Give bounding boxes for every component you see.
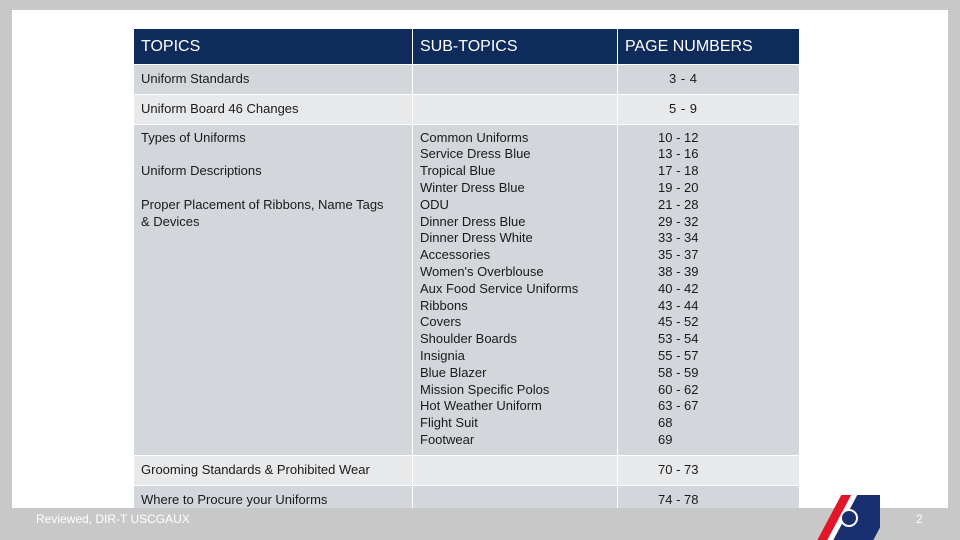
subtopic-item: Dinner Dress Blue [420,213,526,229]
subtopic-item: Common Uniforms [420,129,529,145]
subtopic-item: Accessories [420,247,491,263]
subtopic-cell [413,64,618,94]
subtopic-item: Blue Blazer [420,364,487,380]
topic-cell [134,124,413,455]
table-row [134,64,799,94]
page-range: 45 - 52 [658,314,699,330]
page-range: 10 - 12 [658,129,699,145]
subtopic-item: Ribbons [420,297,468,313]
table-row [134,124,799,455]
slide-page-number: 2 [916,512,923,526]
page-range: 17 - 18 [658,163,699,179]
subtopic-cell [413,124,618,455]
pages-cell: 5 - 9 [618,94,799,124]
subtopic-item: Hot Weather Uniform [420,398,542,414]
subtopic-item: Footwear [420,431,475,447]
topic-line: & Devices [141,213,200,229]
pages-cell: 74 - 78 [618,485,799,515]
page-range: 40 - 42 [658,280,699,296]
subtopic-cell [413,455,618,485]
auxiliary-seal-icon [840,509,858,527]
subtopic-item: ODU [420,196,449,212]
page-range: 29 - 32 [658,213,699,229]
subtopic-item: Tropical Blue [420,163,496,179]
subtopic-item: Service Dress Blue [420,146,531,162]
topic-line: Uniform Descriptions [141,163,262,179]
subtopic-cell [413,94,618,124]
pages-cell: 70 - 73 [618,455,799,485]
page-range: 35 - 37 [658,247,699,263]
topics-table [134,29,799,514]
page-range: 58 - 59 [658,364,699,380]
topic-line: Types of Uniforms [141,129,246,145]
subtopic-item: Shoulder Boards [420,331,517,347]
pages-cell [618,124,799,455]
page-range: 33 - 34 [658,230,699,246]
reviewed-footer: Reviewed, DIR-T USCGAUX [36,512,190,526]
page-range: 13 - 16 [658,146,699,162]
topic-cell: Uniform Standards [134,64,413,94]
page-range: 19 - 20 [658,179,699,195]
page-range: 68 [658,415,673,431]
table-row [134,94,799,124]
subtopic-item: Aux Food Service Uniforms [420,280,579,296]
subtopic-item: Mission Specific Polos [420,381,550,397]
page-range: 69 [658,431,673,447]
table-header-row [134,29,799,64]
header-topics: TOPICS [134,29,413,64]
subtopic-item: Covers [420,314,462,330]
page-range: 55 - 57 [658,347,699,363]
topic-cell: Grooming Standards & Prohibited Wear [134,455,413,485]
topic-line: Proper Placement of Ribbons, Name Tags [141,196,384,212]
topic-cell: Uniform Board 46 Changes [134,94,413,124]
table-row [134,455,799,485]
subtopic-item: Flight Suit [420,415,478,431]
page-range: 53 - 54 [658,331,699,347]
page-range: 38 - 39 [658,263,699,279]
subtopic-item: Winter Dress Blue [420,179,525,195]
page-range: 60 - 62 [658,381,699,397]
subtopic-item: Dinner Dress White [420,230,533,246]
subtopic-item: Women's Overblouse [420,263,544,279]
header-page-numbers: PAGE NUMBERS [618,29,799,64]
header-subtopics: SUB-TOPICS [413,29,618,64]
topic-cell: Where to Procure your Uniforms [134,485,413,515]
page-range: 43 - 44 [658,297,699,313]
subtopic-item: Insignia [420,347,465,363]
pages-cell: 3 - 4 [618,64,799,94]
page-range: 21 - 28 [658,196,699,212]
page-range: 63 - 67 [658,398,699,414]
